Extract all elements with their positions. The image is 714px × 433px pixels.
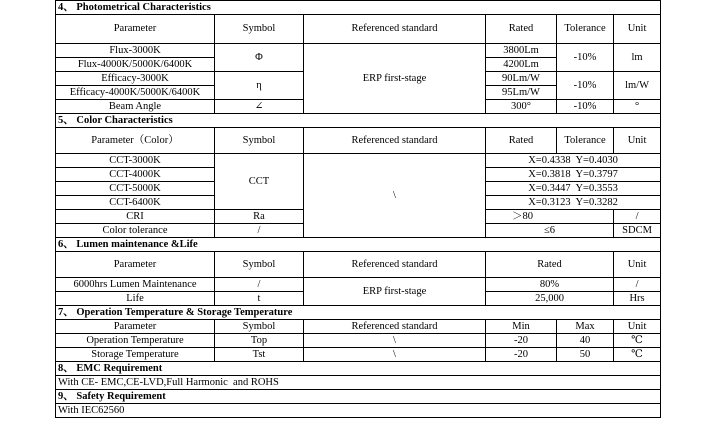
header-parameter-color: Parameter（Color） (56, 128, 215, 154)
section-9-title: 9、 Safety Requirement (56, 390, 661, 404)
header-symbol: Symbol (215, 252, 304, 278)
header-max: Max (557, 320, 614, 334)
param-color-tolerance: Color tolerance (56, 224, 215, 238)
section-4-title: 4、 Photometrical Characteristics (56, 1, 661, 15)
header-symbol: Symbol (215, 15, 304, 44)
section-8-content-row (56, 376, 661, 390)
section-5-header-row (56, 114, 661, 128)
cct-3000-value: X=0.4338 Y=0.4030 (486, 154, 661, 168)
table-row (56, 334, 661, 348)
section-9-content-row (56, 404, 661, 418)
header-standard: Referenced standard (304, 252, 486, 278)
life-rated: 25,000 (486, 292, 614, 306)
header-unit: Unit (614, 128, 661, 154)
param-operation-temperature: Operation Temperature (56, 334, 215, 348)
operation-temperature-standard: \ (304, 334, 486, 348)
header-unit: Unit (614, 252, 661, 278)
photometric-standard: ERP first-stage (304, 44, 486, 114)
storage-temperature-min: -20 (486, 348, 557, 362)
flux-symbol: Φ (215, 44, 304, 72)
param-flux-3000: Flux-3000K (56, 44, 215, 58)
cct-symbol: CCT (215, 154, 304, 210)
table-row (56, 348, 661, 362)
beam-unit: ° (614, 100, 661, 114)
storage-temperature-unit: ℃ (614, 348, 661, 362)
header-parameter: Parameter (56, 252, 215, 278)
safety-requirement-text: With IEC62560 (56, 404, 661, 418)
section-9-header-row (56, 390, 661, 404)
section-8-header-row (56, 362, 661, 376)
spec-table (55, 0, 661, 418)
storage-temperature-standard: \ (304, 348, 486, 362)
life-unit: Hrs (614, 292, 661, 306)
section-5-title: 5、 Color Characteristics (56, 114, 661, 128)
storage-temperature-max: 50 (557, 348, 614, 362)
section-4-header-row (56, 1, 661, 15)
operation-temperature-symbol: Top (215, 334, 304, 348)
header-symbol: Symbol (215, 128, 304, 154)
header-unit: Unit (614, 320, 661, 334)
header-parameter: Parameter (56, 320, 215, 334)
header-rated: Rated (486, 252, 614, 278)
section-6-title: 6、 Lumen maintenance &Life (56, 238, 661, 252)
lumen-maintenance-symbol: / (215, 278, 304, 292)
table-row (56, 154, 661, 168)
operation-temperature-unit: ℃ (614, 334, 661, 348)
section-7-column-headers (56, 320, 661, 334)
cct-6400-value: X=0.3123 Y=0.3282 (486, 196, 661, 210)
cct-5000-value: X=0.3447 Y=0.3553 (486, 182, 661, 196)
param-cct-4000: CCT-4000K (56, 168, 215, 182)
param-cri: CRI (56, 210, 215, 224)
param-flux-other: Flux-4000K/5000K/6400K (56, 58, 215, 72)
section-5-column-headers (56, 128, 661, 154)
header-tolerance: Tolerance (557, 128, 614, 154)
efficacy-symbol: η (215, 72, 304, 100)
header-symbol: Symbol (215, 320, 304, 334)
section-4-column-headers (56, 15, 661, 44)
param-life: Life (56, 292, 215, 306)
header-standard: Referenced standard (304, 320, 486, 334)
section-7-header-row (56, 306, 661, 320)
storage-temperature-symbol: Tst (215, 348, 304, 362)
operation-temperature-min: -20 (486, 334, 557, 348)
table-row (56, 278, 661, 292)
flux-rated-1: 3800Lm (486, 44, 557, 58)
header-rated: Rated (486, 128, 557, 154)
header-tolerance: Tolerance (557, 15, 614, 44)
color-tolerance-symbol: / (215, 224, 304, 238)
section-6-header-row (56, 238, 661, 252)
spec-document (55, 0, 660, 418)
table-row (56, 44, 661, 58)
header-standard: Referenced standard (304, 15, 486, 44)
header-min: Min (486, 320, 557, 334)
header-unit: Unit (614, 15, 661, 44)
color-tolerance-unit: SDCM (614, 224, 661, 238)
cri-rated: ＞80 (486, 210, 614, 224)
param-efficacy-3000: Efficacy-3000K (56, 72, 215, 86)
beam-rated: 300° (486, 100, 557, 114)
efficacy-unit: lm/W (614, 72, 661, 100)
beam-tolerance: -10% (557, 100, 614, 114)
param-cct-5000: CCT-5000K (56, 182, 215, 196)
lumen-maintenance-rated: 80% (486, 278, 614, 292)
efficacy-rated-1: 90Lm/W (486, 72, 557, 86)
color-standard: \ (304, 154, 486, 238)
cri-unit: / (614, 210, 661, 224)
header-standard: Referenced standard (304, 128, 486, 154)
flux-rated-2: 4200Lm (486, 58, 557, 72)
header-parameter: Parameter (56, 15, 215, 44)
section-8-title: 8、 EMC Requirement (56, 362, 661, 376)
beam-symbol: ∠ (215, 100, 304, 114)
life-symbol: t (215, 292, 304, 306)
param-cct-3000: CCT-3000K (56, 154, 215, 168)
header-rated: Rated (486, 15, 557, 44)
efficacy-tolerance: -10% (557, 72, 614, 100)
param-lumen-maintenance: 6000hrs Lumen Maintenance (56, 278, 215, 292)
param-cct-6400: CCT-6400K (56, 196, 215, 210)
section-6-column-headers (56, 252, 661, 278)
param-storage-temperature: Storage Temperature (56, 348, 215, 362)
flux-tolerance: -10% (557, 44, 614, 72)
life-standard: ERP first-stage (304, 278, 486, 306)
param-efficacy-other: Efficacy-4000K/5000K/6400K (56, 86, 215, 100)
flux-unit: lm (614, 44, 661, 72)
operation-temperature-max: 40 (557, 334, 614, 348)
lumen-maintenance-unit: / (614, 278, 661, 292)
efficacy-rated-2: 95Lm/W (486, 86, 557, 100)
color-tolerance-rated: ≤6 (486, 224, 614, 238)
cct-4000-value: X=0.3818 Y=0.3797 (486, 168, 661, 182)
emc-requirement-text: With CE- EMC,CE-LVD,Full Harmonic and ROHS (56, 376, 661, 390)
cri-symbol: Ra (215, 210, 304, 224)
param-beam-angle: Beam Angle (56, 100, 215, 114)
section-7-title: 7、 Operation Temperature & Storage Temperature (56, 306, 661, 320)
